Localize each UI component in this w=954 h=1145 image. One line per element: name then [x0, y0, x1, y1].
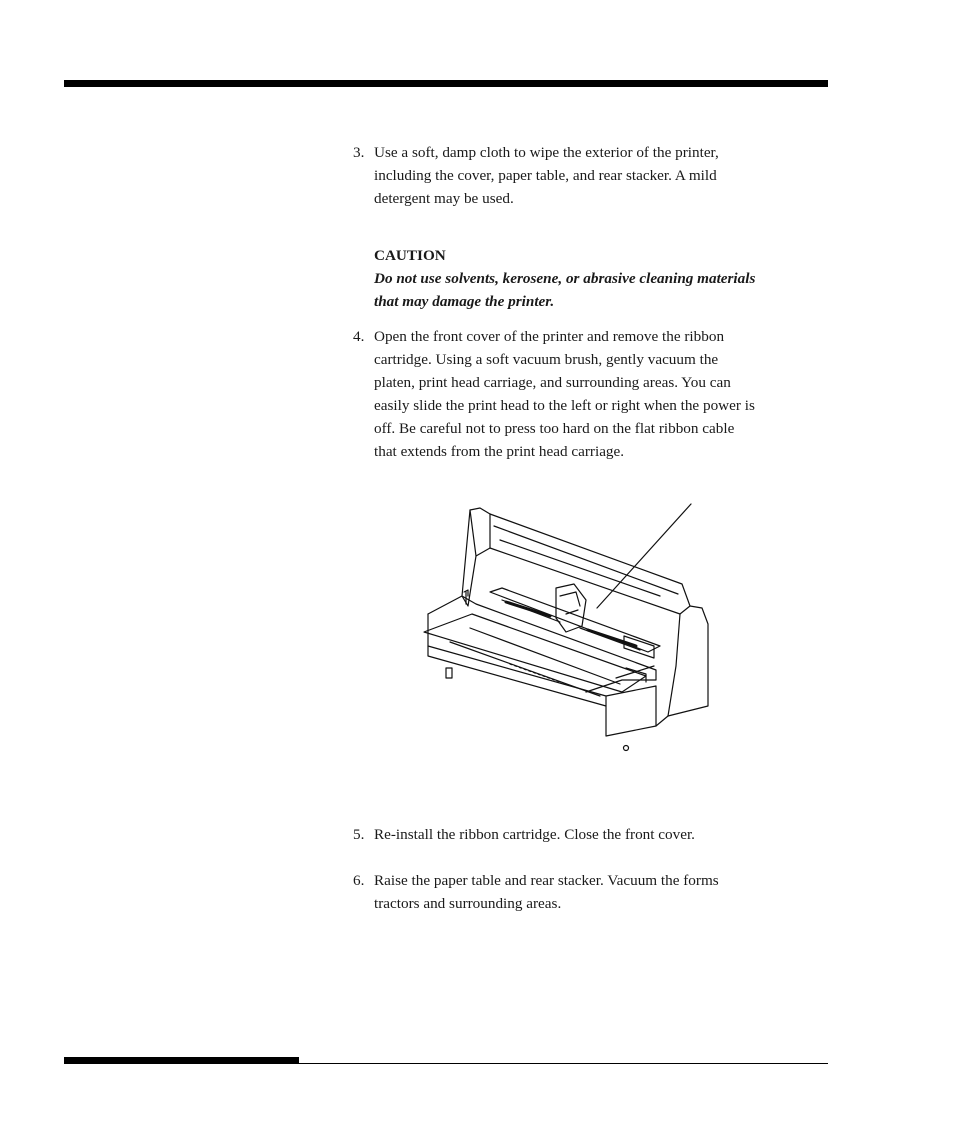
step-number: 4.: [353, 328, 365, 345]
caution-text: Do not use solvents, kerosene, or abrasive cleaning materials that may damage the printer.: [374, 270, 756, 310]
step-number: 5.: [353, 826, 365, 843]
step-5: [353, 823, 695, 846]
step-text: Raise the paper table and rear stacker. Vacuum the forms tractors and surrounding areas.: [374, 872, 719, 912]
print-head: [556, 584, 586, 632]
caution-title: CAUTION: [374, 247, 446, 264]
step-6: [353, 869, 719, 915]
callout-line: [597, 504, 691, 608]
front-cover: [470, 508, 690, 614]
header-rule: [64, 80, 828, 87]
footer-rule-thin: [64, 1063, 828, 1064]
step-3: [353, 141, 719, 210]
printer-open-cover-illustration: [410, 496, 730, 766]
step-text: Re-install the ribbon cartridge. Close the front cover.: [374, 826, 695, 843]
step-number: 6.: [353, 872, 365, 889]
caution-block: [374, 244, 755, 313]
step-text: Open the front cover of the printer and remove the ribbon cartridge. Using a soft vacuum brush, gently vacuum the platen, print head carriage, and surrounding areas. You can easily slide the print head to the left or right when the power is off. Be careful not to press too hard on the flat ribbon cable that extends from the print head carriage.: [374, 328, 755, 460]
step-4: [353, 325, 755, 463]
step-text: Use a soft, damp cloth to wipe the exterior of the printer, including the cover, paper table, and rear stacker. A mild detergent may be used.: [374, 144, 719, 207]
step-number: 3.: [353, 144, 365, 161]
